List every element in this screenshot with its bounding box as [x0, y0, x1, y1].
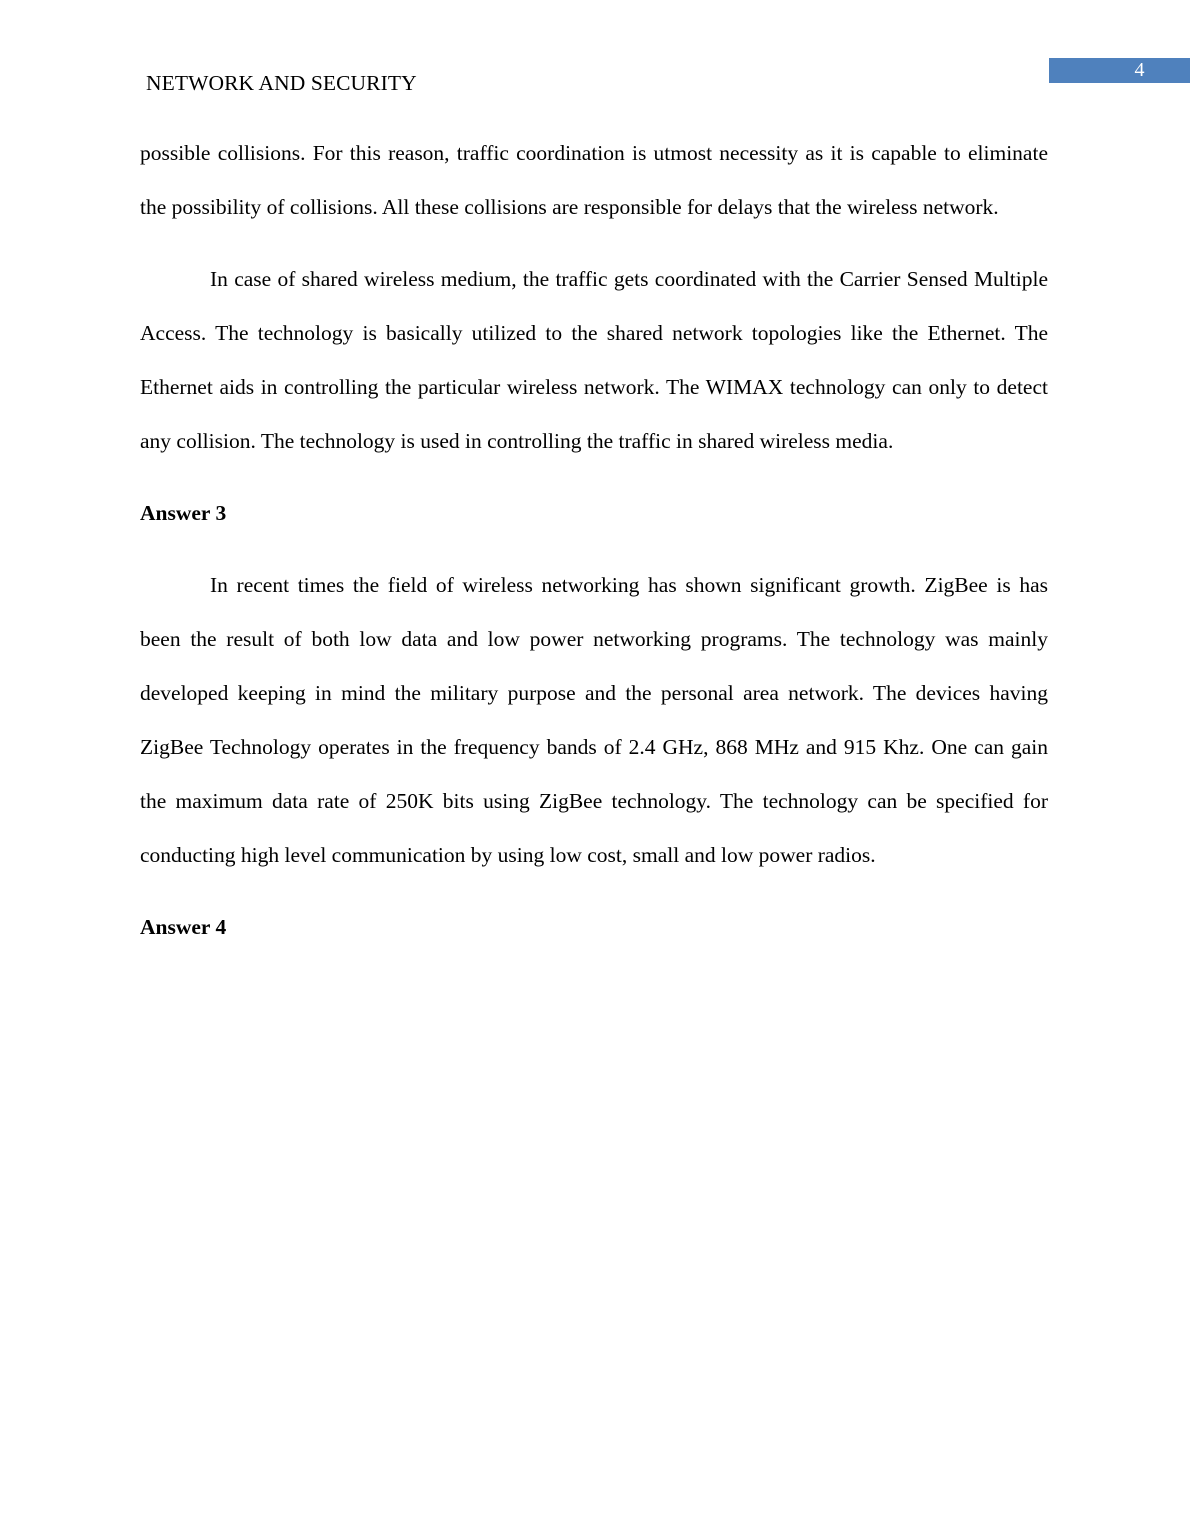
running-head: NETWORK AND SECURITY: [146, 71, 417, 95]
heading-answer-4: Answer 4: [140, 915, 227, 939]
paragraph-1: possible collisions. For this reason, traffic coordination is utmost necessity as it is capable to eliminate the possibility of collisions. All these collisions are responsible for delays that the wireless network.: [140, 141, 1048, 219]
paragraph-spacer: [140, 234, 1048, 252]
page-number-badge: [1049, 58, 1190, 83]
paragraph-2: In case of shared wireless medium, the traffic gets coordinated with the Carrier Sensed Multiple Access. The technology is basically utilized to the shared network topologies like the Ethernet. The Ethernet aids in controlling the particular wireless network. The WIMAX technology can only to detect any collision. The technology is used in controlling the traffic in shared wireless media.: [140, 267, 1048, 453]
page-number: 4: [1134, 59, 1145, 81]
paragraph-spacer: [140, 468, 1048, 486]
paragraph-spacer: [140, 882, 1048, 900]
paragraph-spacer: [140, 540, 1048, 558]
paragraph-3: In recent times the field of wireless networking has shown significant growth. ZigBee is has been the result of both low data and low power networking programs. The technology was mainly developed keeping in mind the military purpose and the personal area network. The devices having ZigBee Technology operates in the frequency bands of 2.4 GHz, 868 MHz and 915 Khz. One can gain the maximum data rate of 250K bits using ZigBee technology. The technology can be specified for conducting high level communication by using low cost, small and low power radios.: [140, 573, 1048, 867]
document-body: [140, 126, 1048, 954]
heading-answer-3: Answer 3: [140, 501, 227, 525]
